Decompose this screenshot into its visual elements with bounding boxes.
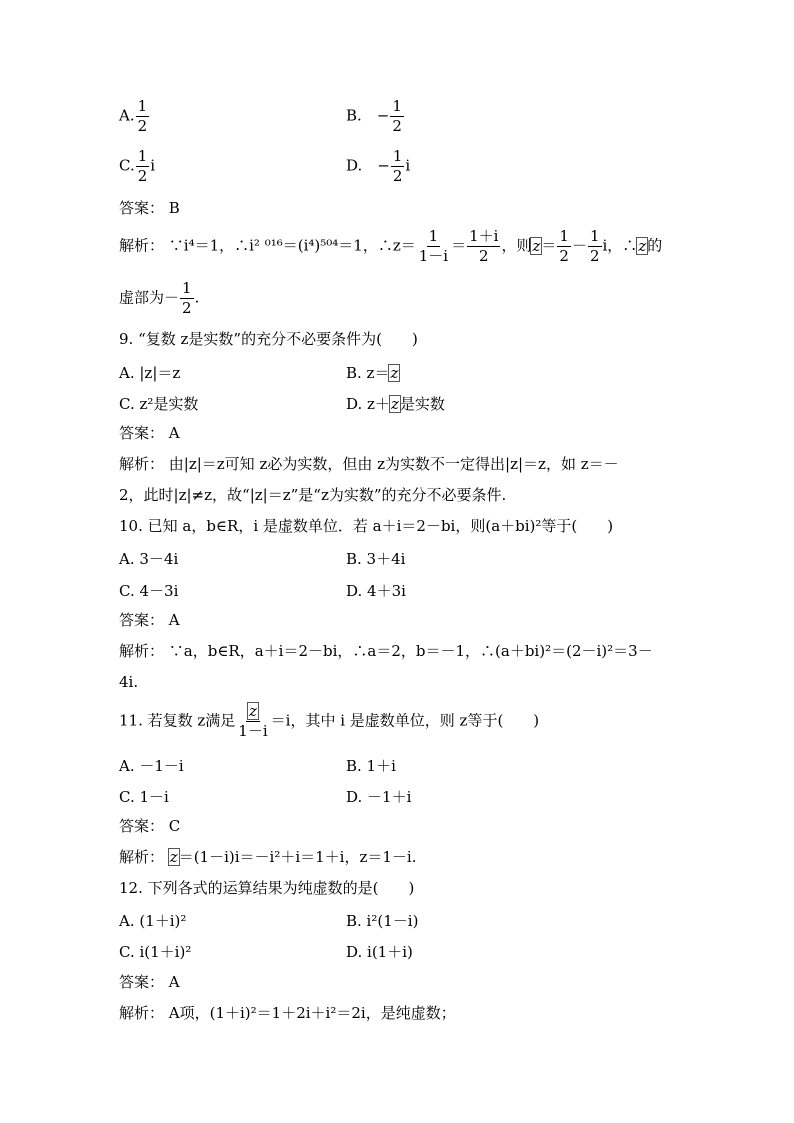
q11-option-a: A. －1－i xyxy=(119,757,184,775)
fraction: $\frac{1}{2}$ xyxy=(589,227,600,265)
q12-option-a: A. (1＋i)² xyxy=(119,912,187,930)
fraction: $\frac{z}{1-i}$ xyxy=(238,702,268,740)
q10-option-c: C. 4－3i xyxy=(119,582,179,600)
q10-explanation-line1: 解析： ∵a，b∈R，a＋i＝2－bi，∴a＝2，b＝－1，∴(a＋bi)²＝(2－i)²＝3－ xyxy=(119,642,653,660)
q10-option-b: B. 3＋4i xyxy=(346,550,406,568)
q8-answer: 答案： B xyxy=(119,199,180,217)
fraction: $\frac{1}{2}$ xyxy=(392,97,402,135)
q11-option-b: B. 1＋i xyxy=(346,757,396,775)
q8-explanation-line2: 虚部为－ $\frac{1}{2}$ . xyxy=(119,279,200,317)
fraction: $\frac{1+i}{2}$ xyxy=(469,227,499,265)
q9-option-a: A. |z|＝z xyxy=(119,364,181,382)
q12-stem: 12. 下列各式的运算结果为纯虚数的是( ) xyxy=(119,879,415,897)
q11-option-c: C. 1－i xyxy=(119,788,169,806)
q8-option-d: D. − $\frac{1}{2}$ i xyxy=(346,147,411,185)
fraction: $\frac{1}{2}$ xyxy=(392,147,403,185)
z-conjugate: z xyxy=(532,236,541,255)
q12-option-c: C. i(1＋i)² xyxy=(119,943,192,961)
z-conjugate: z xyxy=(169,848,178,866)
q12-explanation: 解析： A项，(1＋i)²＝1＋2i＋i²＝2i，是纯虚数； xyxy=(119,1004,456,1022)
q11-stem: 11. 若复数 z满足 $\frac{z}{1-i}$ ＝i，其中 i 是虚数单位，则 z等于( ) xyxy=(119,702,540,740)
q10-option-d: D. 4＋3i xyxy=(346,582,406,600)
fraction: $\frac{1}{2}$ xyxy=(182,279,192,317)
q10-stem: 10. 已知 a，b∈R，i 是虚数单位．若 a＋i＝2－bi，则(a＋bi)²等于( ) xyxy=(119,517,614,535)
q8-option-b: B. − $\frac{1}{2}$ xyxy=(346,97,402,135)
q9-option-b: B. z＝z xyxy=(346,364,399,382)
q8-option-c: C. $\frac{1}{2}$ i xyxy=(119,147,156,185)
q9-option-d: D. z＋z是实数 xyxy=(346,395,445,413)
z-conjugate: z xyxy=(638,236,647,255)
q11-answer: 答案： C xyxy=(119,817,181,835)
q8-explanation-line1: 解析： ∵i⁴＝1，∴i² ⁰¹⁶＝(i⁴)⁵⁰⁴＝1，∴z＝ $\frac{1}{1-i}$ ＝ $\frac{1+i}{2}$ ，则z＝ $\frac{1}{2}$ － $\frac{1}{2}$ i，∴z的 xyxy=(119,227,663,265)
q10-answer: 答案： A xyxy=(119,611,180,629)
q12-answer: 答案： A xyxy=(119,973,180,991)
z-conjugate: z xyxy=(390,364,399,382)
q8-option-a: A. $\frac{1}{2}$ xyxy=(119,97,148,135)
fraction: $\frac{1}{2}$ xyxy=(559,227,569,265)
q10-option-a: A. 3－4i xyxy=(119,550,179,568)
q12-option-d: D. i(1＋i) xyxy=(346,943,413,961)
fraction: $\frac{1}{1-i}$ xyxy=(418,227,449,265)
q9-explanation-line2: 2，此时|z|≠z，故“|z|＝z”是“z为实数”的充分不必要条件. xyxy=(119,486,507,504)
q9-answer: 答案： A xyxy=(119,424,180,442)
z-conjugate: z xyxy=(390,395,399,413)
z-conjugate: z xyxy=(249,702,257,720)
q11-option-d: D. －1＋i xyxy=(346,788,412,806)
q9-explanation-line1: 解析： 由|z|＝z可知 z必为实数，但由 z为实数不一定得出|z|＝z，如 z＝－ xyxy=(119,455,619,473)
fraction: $\frac{1}{2}$ xyxy=(137,147,148,185)
fraction: $\frac{1}{2}$ xyxy=(137,97,148,135)
q10-explanation-line2: 4i. xyxy=(119,673,139,691)
q9-option-c: C. z²是实数 xyxy=(119,395,199,413)
q12-option-b: B. i²(1－i) xyxy=(346,912,419,930)
q11-explanation: 解析： z＝(1－i)i＝－i²＋i＝1＋i，z＝1－i. xyxy=(119,848,417,866)
q9-stem: 9. “复数 z是实数”的充分不必要条件为( ) xyxy=(119,330,418,348)
